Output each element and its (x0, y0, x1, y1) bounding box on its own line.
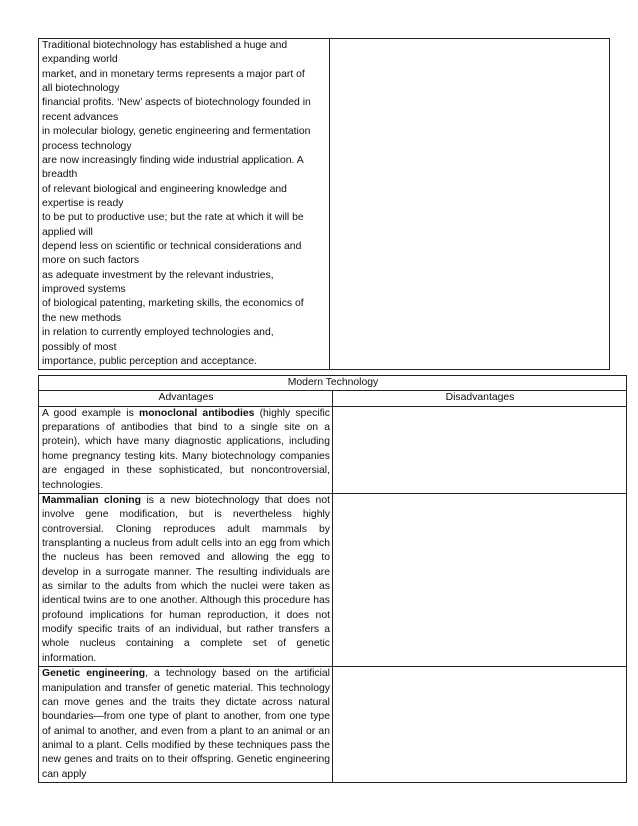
table-row (39, 406, 627, 493)
text-line: importance, public perception and acceptance. (42, 355, 257, 367)
disadvantage-cell (333, 493, 627, 666)
text-line: process technology (42, 140, 132, 152)
text-line: in relation to currently employed technologies and, (42, 327, 274, 339)
advantage-cell (39, 667, 333, 783)
text-line: financial profits. ‘New’ aspects of biotechnology founded in (42, 97, 311, 109)
advantage-term: Genetic engineering (42, 668, 146, 680)
advantage-text: is a new biotechnology that does not involve gene modification, but is nevertheless highly controversial. Cloning reproduces adult mammals by transplanting a nucleus from adult cells into an egg from which the nucleus has been removed and allowing the egg to develop in a surrogate manner. The resulting individuals are as similar to the adults from which the nuclei were taken as identical twins are to one another. Although this procedure has profound implications for human reproduction, it does not modify specific traits of an individual, but rather transfers a whole nucleus containing a complete set of genetic information. (42, 494, 331, 664)
traditional-biotech-table (38, 38, 610, 370)
text-line: to be put to productive use; but the rate at which it will be (42, 212, 304, 224)
traditional-biotech-text (39, 39, 330, 370)
disadvantages-header: Disadvantages (333, 391, 627, 406)
table-row (39, 667, 627, 783)
text-line: possibly of most (42, 341, 117, 353)
advantage-term: monoclonal antibodies (138, 407, 255, 419)
text-line: applied will (42, 226, 93, 238)
text-line: Traditional biotechnology has established a huge and (42, 40, 288, 51)
advantage-term: Mammalian cloning (42, 494, 141, 506)
advantage-cell (39, 493, 333, 666)
table-header-row (39, 391, 627, 406)
disadvantage-cell (333, 406, 627, 493)
advantage-lead-text: A good example is (42, 407, 139, 419)
table-row (39, 39, 610, 370)
table-row (39, 493, 627, 666)
disadvantage-cell (333, 667, 627, 783)
text-line: expertise is ready (42, 197, 124, 209)
advantage-text: , a technology based on the artificial manipulation and transfer of genetic material. This technology can move genes and the traits they dictate across natural boundaries—from one type of plant to another, from one type of animal to another, and even from a plant to an animal or an animal to a plant. Cells modified by these techniques pass the new genes and traits on to their offspring. Genetic engineering can apply (42, 668, 330, 780)
text-line: expanding world (42, 54, 118, 66)
text-line: depend less on scientific or technical considerations and (42, 241, 302, 253)
advantage-cell (39, 406, 333, 493)
text-line: improved systems (42, 284, 126, 296)
table-title: Modern Technology (39, 376, 627, 391)
text-line: recent advances (42, 111, 119, 123)
text-line: breadth (42, 169, 78, 181)
text-line: more on such factors (42, 255, 140, 267)
table-title-row (39, 376, 627, 391)
text-line: in molecular biology, genetic engineering and fermentation (42, 126, 311, 138)
text-line: as adequate investment by the relevant industries, (42, 269, 274, 281)
modern-technology-table (38, 375, 627, 783)
text-line: the new methods (42, 312, 122, 324)
text-line: all biotechnology (42, 83, 120, 95)
text-line: of relevant biological and engineering knowledge and (42, 183, 287, 195)
advantage-text: (highly specific preparations of antibodies that bind to a single site on a protein), which have many diagnostic applications, including home pregnancy testing kits. Many biotechnology companies are engaged in these sophisticated, but noncontroversial, technologies. (42, 407, 330, 491)
advantages-header: Advantages (39, 391, 333, 406)
text-line: of biological patenting, marketing skills, the economics of (42, 298, 304, 310)
text-line: are now increasingly finding wide industrial application. A (42, 154, 304, 166)
empty-cell (330, 39, 610, 370)
text-line: market, and in monetary terms represents a major part of (42, 68, 305, 80)
